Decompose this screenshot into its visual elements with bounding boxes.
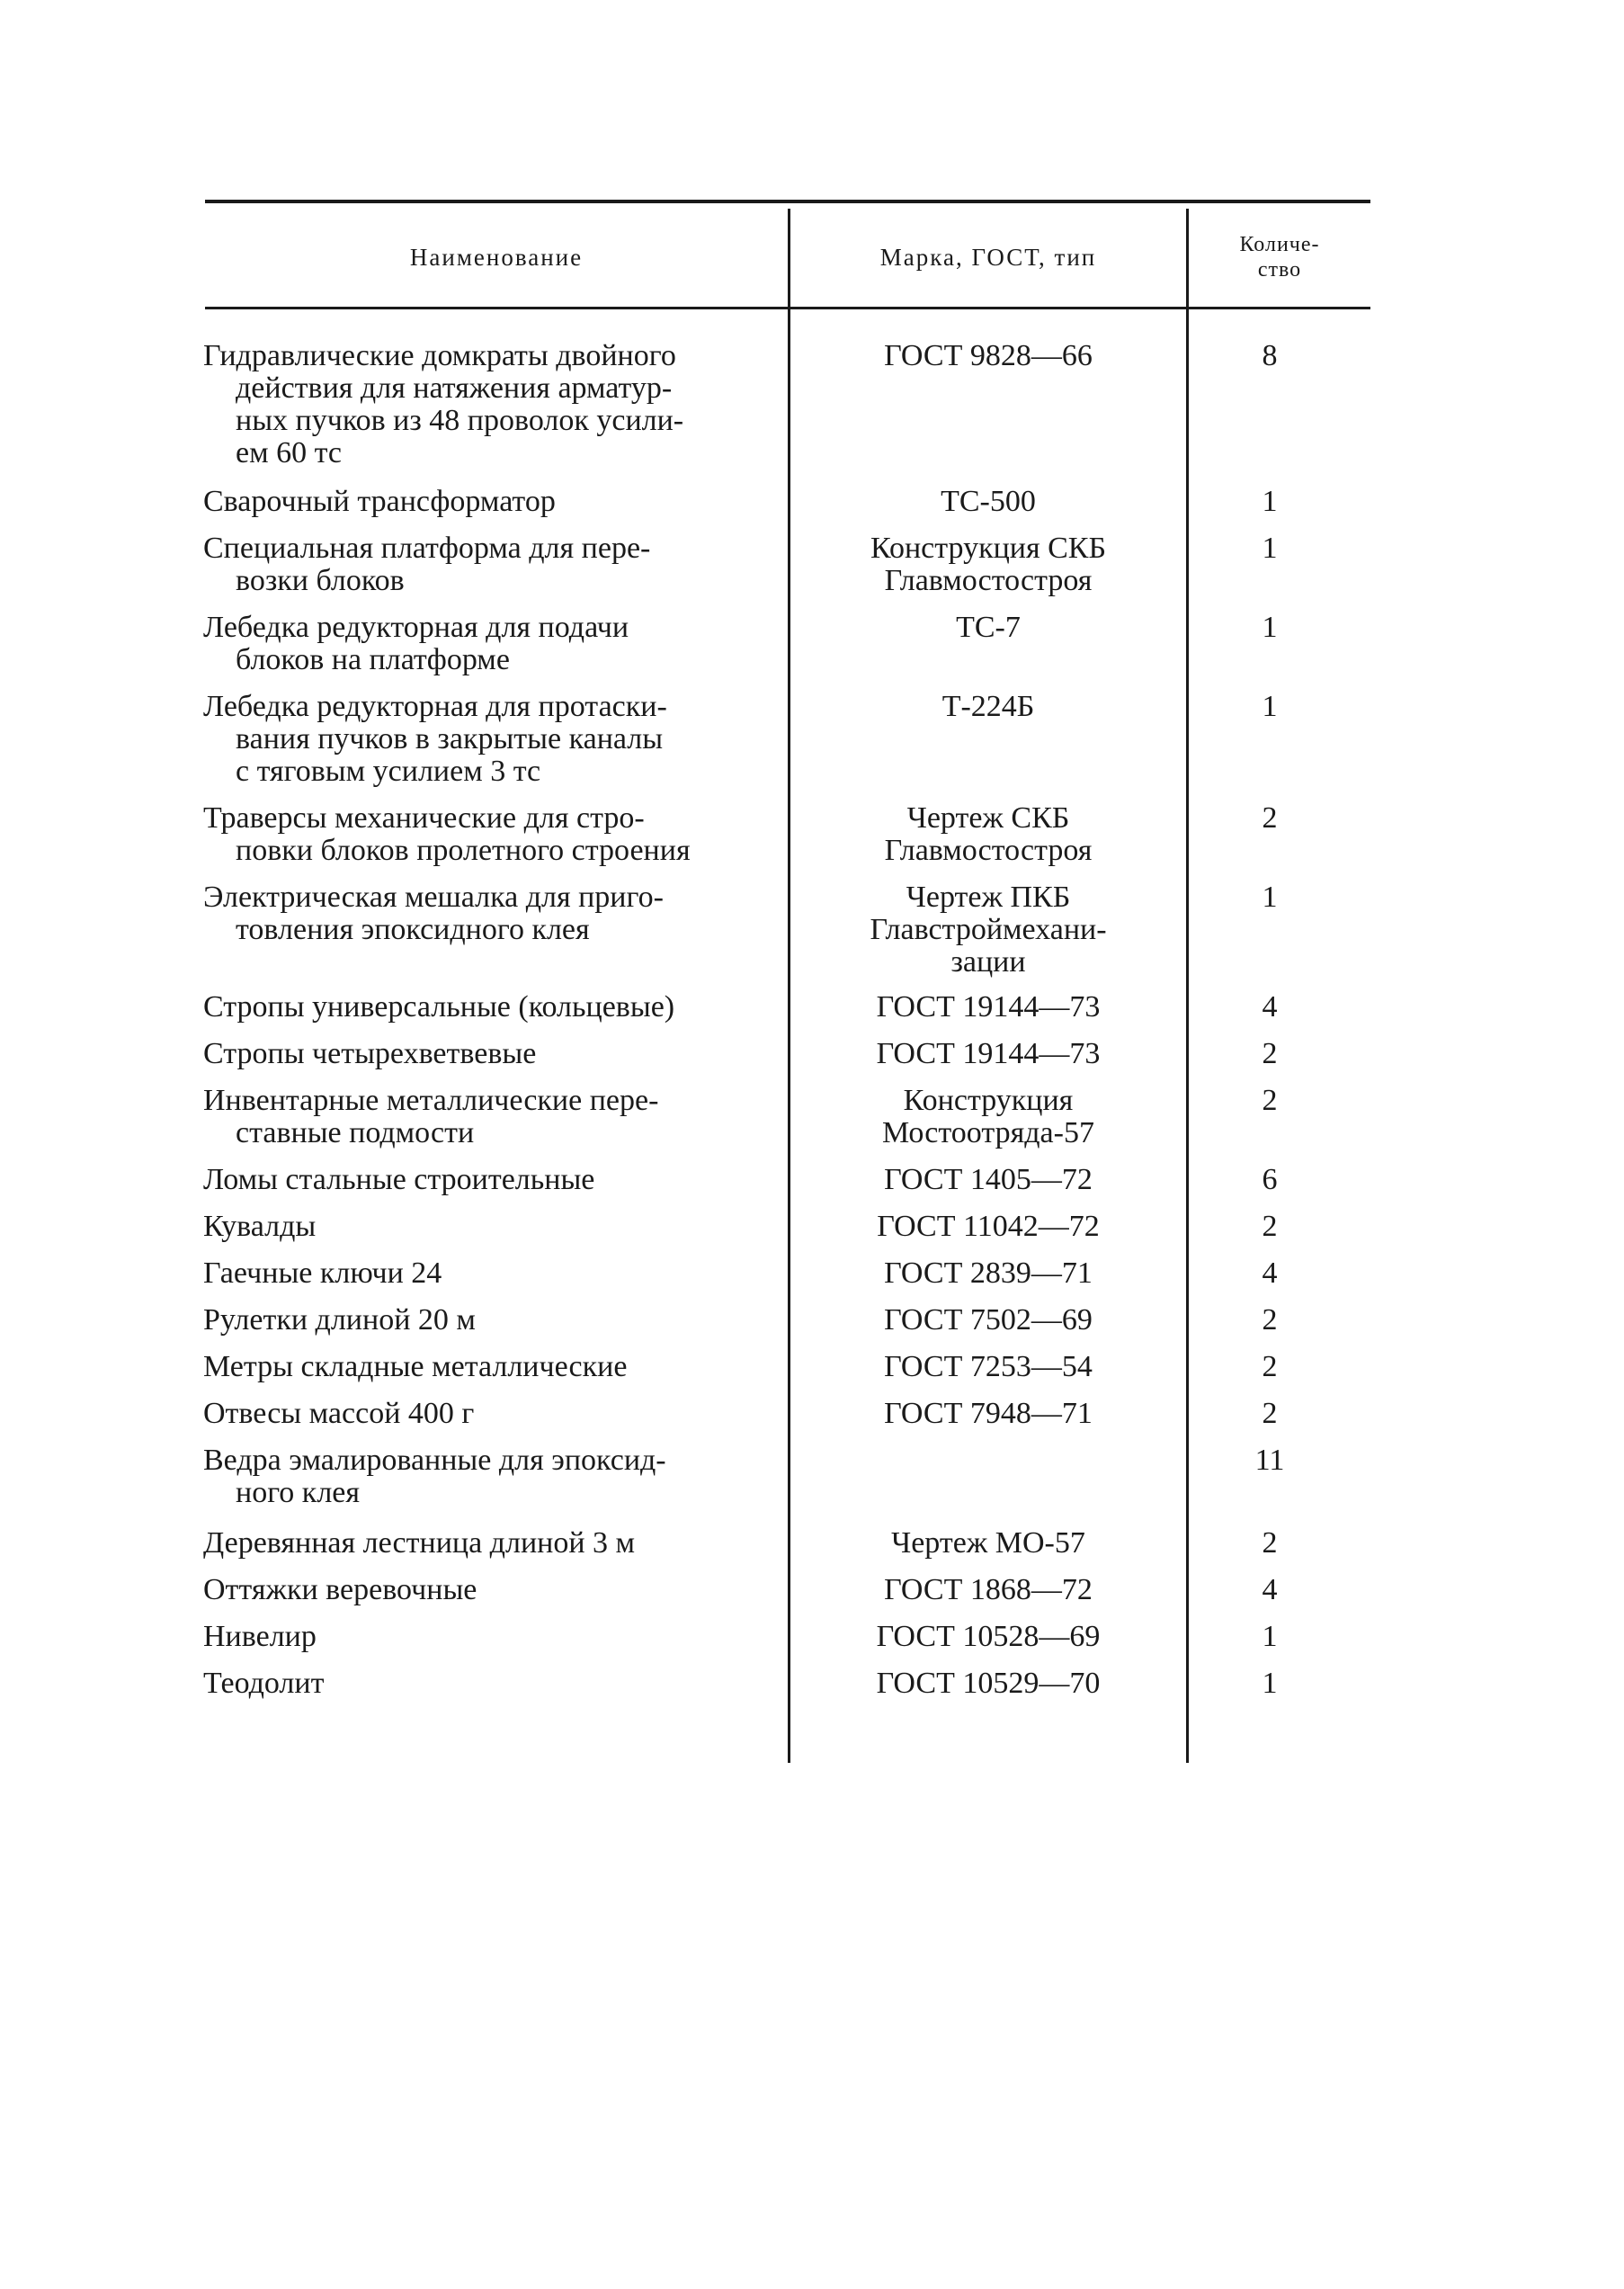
- row-20-mark: [790, 1621, 1186, 1653]
- row-6-name-line-1: Траверсы механические для стро-: [203, 801, 645, 835]
- row-12-mark: [790, 1211, 1186, 1243]
- row-3-mark-line-1: Конструкция СКБ: [870, 532, 1107, 565]
- row-14-quantity: 2: [1262, 1303, 1278, 1337]
- row-14-name-line-1: Рулетки длиной 20 м: [203, 1303, 476, 1337]
- row-9-name-line-1: Стропы четырехветвевые: [203, 1037, 537, 1070]
- header-quantity-line-1: Количе-: [1239, 233, 1320, 256]
- row-9-mark: [790, 1038, 1186, 1070]
- row-11-name: [203, 1164, 766, 1196]
- row-5-mark-line-1: Т-224Б: [941, 690, 1035, 723]
- row-8-mark: [790, 991, 1186, 1024]
- row-4-mark: [790, 612, 1186, 644]
- table-top-rule: [205, 200, 1370, 203]
- row-21-name: [203, 1668, 766, 1700]
- row-12-quantity: 2: [1262, 1210, 1278, 1243]
- row-16-quantity: 2: [1262, 1397, 1278, 1430]
- row-15-name: [203, 1351, 766, 1383]
- row-1-name: [203, 340, 766, 469]
- row-8-name: [203, 991, 766, 1024]
- row-8-name-line-1: Стропы универсальные (кольцевые): [203, 990, 675, 1024]
- row-4-name-line-1: Лебедка редукторная для подачи: [203, 611, 629, 644]
- row-8-mark-line-1: ГОСТ 19144—73: [876, 990, 1101, 1024]
- row-11-quantity: 6: [1262, 1163, 1278, 1196]
- row-21-mark: [790, 1668, 1186, 1700]
- row-9-quantity: 2: [1262, 1037, 1278, 1070]
- row-1-mark-line-1: ГОСТ 9828—66: [884, 339, 1093, 372]
- row-14-name: [203, 1304, 766, 1337]
- row-7-name-line-1: Электрическая мешалка для приго-: [203, 881, 664, 914]
- row-20-name: [203, 1621, 766, 1653]
- row-21-quantity: 1: [1262, 1667, 1278, 1700]
- row-11-mark-line-1: ГОСТ 1405—72: [884, 1163, 1093, 1196]
- row-20-quantity: 1: [1262, 1620, 1278, 1653]
- row-21-mark-line-1: ГОСТ 10529—70: [876, 1667, 1101, 1700]
- row-5-name-line-2: вания пучков в закрытые каналы: [236, 722, 664, 756]
- row-3-mark: [790, 532, 1186, 597]
- row-10-name-line-2: ставные подмости: [236, 1116, 475, 1149]
- row-3-name: [203, 532, 766, 597]
- row-15-mark-line-1: ГОСТ 7253—54: [884, 1350, 1093, 1383]
- row-16-mark-line-1: ГОСТ 7948—71: [884, 1397, 1093, 1430]
- row-10-name: [203, 1085, 766, 1149]
- row-1-name-line-3: ных пучков из 48 проволок усили-: [236, 404, 684, 437]
- row-13-name: [203, 1257, 766, 1290]
- row-10-mark-line-2: Мостоотряда-57: [882, 1116, 1094, 1149]
- row-6-mark: [790, 802, 1186, 867]
- row-3-mark-line-2: Главмостостроя: [884, 564, 1093, 597]
- row-7-name: [203, 881, 766, 946]
- row-13-mark-line-1: ГОСТ 2839—71: [884, 1256, 1093, 1290]
- row-6-quantity: 2: [1262, 801, 1278, 835]
- row-19-mark-line-1: ГОСТ 1868—72: [884, 1573, 1093, 1606]
- row-16-name-line-1: Отвесы массой 400 г: [203, 1397, 475, 1430]
- row-7-mark-line-2: Главстроймехани-: [870, 913, 1107, 946]
- row-14-mark: [790, 1304, 1186, 1337]
- row-18-quantity: 2: [1262, 1526, 1278, 1560]
- row-10-mark-line-1: Конструкция: [903, 1084, 1074, 1117]
- row-8-quantity: 4: [1262, 990, 1278, 1024]
- row-7-name-line-2: товления эпоксидного клея: [236, 913, 590, 946]
- row-16-mark: [790, 1398, 1186, 1430]
- row-4-quantity: 1: [1262, 611, 1278, 644]
- row-1-name-line-2: действия для натяжения арматур-: [236, 371, 673, 405]
- row-20-mark-line-1: ГОСТ 10528—69: [876, 1620, 1101, 1653]
- row-11-mark: [790, 1164, 1186, 1196]
- row-4-name: [203, 612, 766, 676]
- row-12-name: [203, 1211, 766, 1243]
- row-3-name-line-1: Специальная платформа для пере-: [203, 532, 651, 565]
- row-19-mark: [790, 1574, 1186, 1606]
- row-6-mark-line-2: Главмостостроя: [884, 834, 1093, 867]
- header-quantity: [1189, 209, 1370, 306]
- row-7-mark-line-3: зации: [950, 945, 1026, 979]
- row-7-quantity: 1: [1262, 881, 1278, 914]
- header-name: Наименование: [409, 244, 584, 271]
- row-5-name-line-1: Лебедка редукторная для протаски-: [203, 690, 667, 723]
- header-quantity-line-2: ство: [1257, 258, 1302, 282]
- row-1-name-line-4: ем 60 тс: [236, 436, 342, 469]
- row-20-name-line-1: Нивелир: [203, 1620, 317, 1653]
- row-2-quantity: 1: [1262, 485, 1278, 518]
- row-17-name-line-2: ного клея: [236, 1476, 361, 1509]
- row-9-name: [203, 1038, 766, 1070]
- row-7-mark-line-1: Чертеж ПКБ: [906, 881, 1071, 914]
- row-13-name-line-1: Гаечные ключи 24: [203, 1256, 442, 1290]
- row-12-name-line-1: Кувалды: [203, 1210, 317, 1243]
- row-6-name: [203, 802, 766, 867]
- row-10-quantity: 2: [1262, 1084, 1278, 1117]
- row-13-mark: [790, 1257, 1186, 1290]
- row-21-name-line-1: Теодолит: [203, 1667, 325, 1700]
- row-5-name: [203, 691, 766, 788]
- row-18-mark-line-1: Чертеж МО-57: [891, 1526, 1085, 1560]
- row-6-mark-line-1: Чертеж СКБ: [906, 801, 1070, 835]
- row-3-name-line-2: возки блоков: [236, 564, 405, 597]
- row-15-quantity: 2: [1262, 1350, 1278, 1383]
- row-5-name-line-3: с тяговым усилием 3 тс: [236, 755, 541, 788]
- row-10-mark: [790, 1085, 1186, 1149]
- row-16-name: [203, 1398, 766, 1430]
- row-1-mark: [790, 340, 1186, 372]
- row-3-quantity: 1: [1262, 532, 1278, 565]
- row-1-quantity: 8: [1262, 339, 1278, 372]
- row-6-name-line-2: повки блоков пролетного строения: [236, 834, 691, 867]
- header-mark: Марка, ГОСТ, тип: [879, 244, 1097, 271]
- row-18-mark: [790, 1527, 1186, 1560]
- row-17-quantity: 11: [1254, 1444, 1285, 1477]
- row-19-name-line-1: Оттяжки веревочные: [203, 1573, 477, 1606]
- row-18-name-line-1: Деревянная лестница длиной 3 м: [203, 1526, 636, 1560]
- row-4-name-line-2: блоков на платформе: [236, 643, 510, 676]
- row-9-mark-line-1: ГОСТ 19144—73: [876, 1037, 1101, 1070]
- row-10-name-line-1: Инвентарные металлические пере-: [203, 1084, 659, 1117]
- row-2-name: [203, 486, 766, 518]
- row-18-name: [203, 1527, 766, 1560]
- row-5-mark: [790, 691, 1186, 723]
- row-4-mark-line-1: ТС-7: [956, 611, 1021, 644]
- row-14-mark-line-1: ГОСТ 7502—69: [884, 1303, 1093, 1337]
- row-19-quantity: 4: [1262, 1573, 1278, 1606]
- row-7-mark: [790, 881, 1186, 979]
- row-15-mark: [790, 1351, 1186, 1383]
- row-5-quantity: 1: [1262, 690, 1278, 723]
- row-19-name: [203, 1574, 766, 1606]
- row-2-mark: [790, 486, 1186, 518]
- row-12-mark-line-1: ГОСТ 11042—72: [877, 1210, 1100, 1243]
- row-2-mark-line-1: ТС-500: [941, 485, 1036, 518]
- row-13-quantity: 4: [1262, 1256, 1278, 1290]
- row-1-name-line-1: Гидравлические домкраты двойного: [203, 339, 676, 372]
- row-17-name: [203, 1444, 766, 1509]
- row-2-name-line-1: Сварочный трансформатор: [203, 485, 556, 518]
- row-17-name-line-1: Ведра эмалированные для эпоксид-: [203, 1444, 666, 1477]
- row-15-name-line-1: Метры складные металлические: [203, 1350, 628, 1383]
- row-11-name-line-1: Ломы стальные строительные: [203, 1163, 595, 1196]
